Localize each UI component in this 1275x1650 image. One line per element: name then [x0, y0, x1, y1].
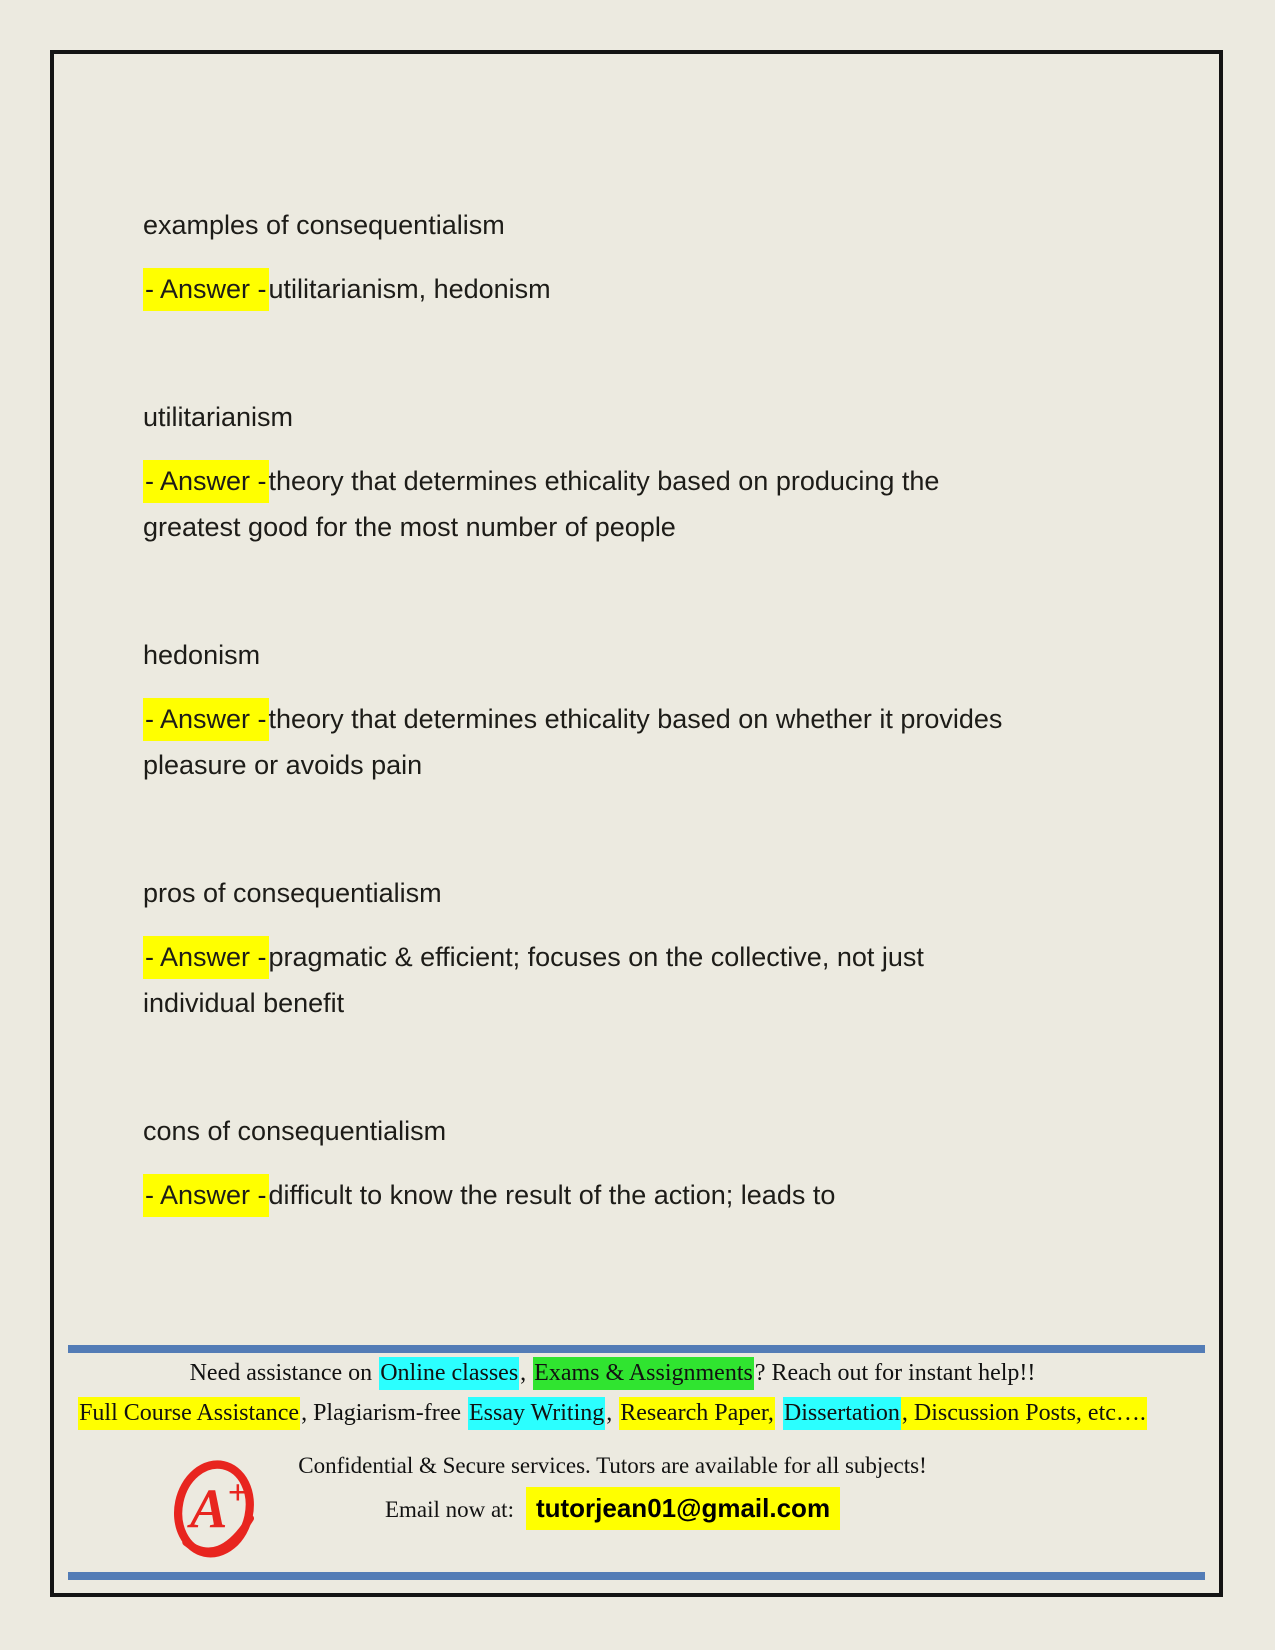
footer-text-segment: Full Course Assistance	[78, 1397, 300, 1430]
qa-content	[143, 202, 1043, 1300]
question-text: hedonism	[143, 640, 261, 670]
footer-text-segment: , Plagiarism-free	[301, 1400, 468, 1426]
answer-text	[143, 266, 1043, 312]
divider-bottom	[68, 1572, 1205, 1580]
footer-assistance-line	[54, 1357, 1171, 1389]
divider-top	[68, 1345, 1205, 1353]
qa-section	[143, 394, 1043, 550]
footer-services-line	[54, 1397, 1171, 1429]
answer-label-highlight: - Answer -	[143, 936, 269, 979]
answer-body: theory that determines ethicality based on producing the greatest good for the most number of people	[143, 466, 940, 542]
logo-plus: +	[227, 1471, 248, 1512]
answer-body: theory that determines ethicality based on whether it provides pleasure or avoids pain	[143, 704, 1003, 780]
email-prompt: Email now at:	[384, 1497, 514, 1522]
email-address: tutorjean01@gmail.com	[526, 1487, 840, 1530]
answer-body: utilitarianism, hedonism	[268, 274, 551, 304]
footer-confidential-line: Confidential & Secure services. Tutors are available for all subjects!	[298, 1453, 927, 1478]
answer-text	[143, 1172, 1043, 1218]
answer-label-highlight: - Answer -	[143, 698, 269, 741]
footer-text-segment: , Discussion Posts, etc….	[901, 1397, 1147, 1430]
footer-text-segment: ? Reach out for instant help!!	[754, 1360, 1036, 1386]
footer-text-segment: Need assistance on	[189, 1360, 379, 1386]
page-border-frame	[50, 50, 1223, 1597]
footer-text-segment: Research Paper,	[619, 1397, 775, 1430]
qa-section	[143, 870, 1043, 1026]
question-text: examples of consequentialism	[143, 210, 505, 240]
answer-text	[143, 458, 1043, 550]
footer-text-segment: ,	[520, 1360, 533, 1386]
question-text: cons of consequentialism	[143, 1116, 447, 1146]
logo-letter: A	[190, 1478, 228, 1541]
answer-label-highlight: - Answer -	[143, 460, 269, 503]
footer-email-line	[54, 1486, 1171, 1532]
answer-text	[143, 934, 1043, 1026]
answer-label-highlight: - Answer -	[143, 1174, 269, 1217]
qa-section	[143, 202, 1043, 312]
footer-text-segment: Exams & Assignments	[533, 1357, 754, 1390]
footer-text-segment: Dissertation	[783, 1397, 901, 1430]
footer-text-segment	[775, 1397, 783, 1430]
footer-text-segment: Online classes	[379, 1357, 519, 1390]
qa-section	[143, 1108, 1043, 1218]
answer-body: difficult to know the result of the action; leads to	[268, 1180, 836, 1210]
answer-body: pragmatic & efficient; focuses on the collective, not just individual benefit	[143, 942, 924, 1018]
answer-label-highlight: - Answer -	[143, 268, 269, 311]
question-text: utilitarianism	[143, 402, 294, 432]
footer-text-segment: ,	[606, 1400, 619, 1426]
answer-text	[143, 696, 1043, 788]
question-text: pros of consequentialism	[143, 878, 442, 908]
qa-section	[143, 632, 1043, 788]
footer-text-segment: Essay Writing	[468, 1397, 605, 1430]
